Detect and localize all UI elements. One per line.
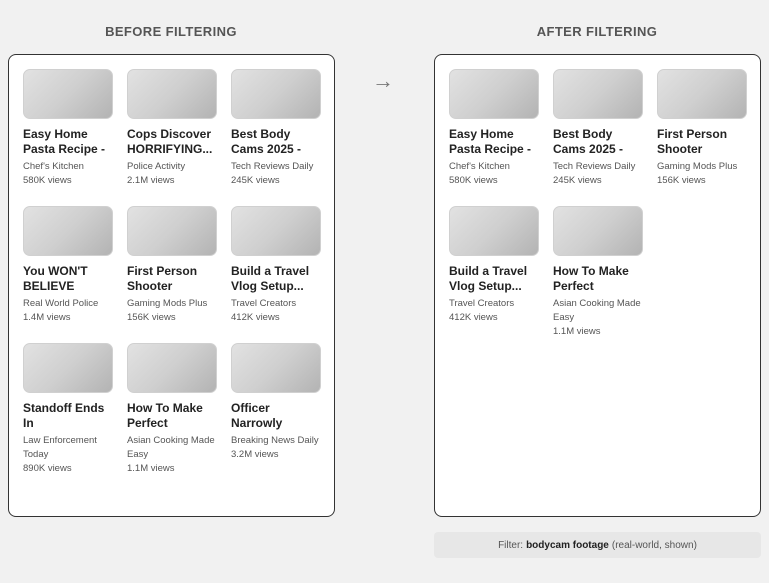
video-card[interactable] [231, 343, 321, 476]
video-title[interactable]: First Person Shooter [657, 127, 728, 156]
channel-name: Asian Cooking Made Easy [127, 435, 215, 460]
video-thumbnail[interactable] [127, 206, 217, 256]
view-count: 1.1M views [127, 463, 175, 474]
video-thumbnail[interactable] [449, 206, 539, 256]
view-count: 1.1M views [553, 326, 601, 337]
channel-name: Travel Creators [231, 298, 297, 309]
video-title[interactable]: Easy Home Pasta Recipe - [23, 127, 106, 156]
video-title[interactable]: You WON'T BELIEVE [23, 264, 88, 293]
video-thumbnail[interactable] [23, 343, 113, 393]
channel-name: Law Enforcement Today [23, 435, 97, 460]
video-title[interactable]: First Person Shooter [127, 264, 198, 293]
filter-term: bodycam footage [526, 539, 609, 551]
view-count: 412K views [449, 312, 498, 323]
video-title[interactable]: How To Make Perfect [127, 401, 203, 430]
video-thumbnail[interactable] [23, 206, 113, 256]
video-title[interactable]: Easy Home Pasta Recipe - [449, 127, 532, 156]
video-thumbnail[interactable] [231, 343, 321, 393]
view-count: 580K views [449, 175, 498, 186]
view-count: 156K views [127, 312, 176, 323]
channel-name: Gaming Mods Plus [127, 298, 208, 309]
view-count: 890K views [23, 463, 72, 474]
channel-name: Real World Police [23, 298, 99, 309]
video-thumbnail[interactable] [127, 69, 217, 119]
video-card[interactable] [449, 206, 539, 339]
view-count: 245K views [231, 175, 280, 186]
channel-name: Chef's Kitchen [23, 161, 84, 172]
after-filtering-panel [434, 54, 761, 517]
video-thumbnail[interactable] [23, 69, 113, 119]
view-count: 2.1M views [127, 175, 175, 186]
filter-prefix: Filter: [498, 539, 524, 551]
view-count: 412K views [231, 312, 280, 323]
video-card[interactable] [127, 206, 217, 325]
video-thumbnail[interactable] [553, 69, 643, 119]
view-count: 156K views [657, 175, 706, 186]
video-title[interactable]: Standoff Ends In [23, 401, 105, 430]
video-thumbnail[interactable] [231, 206, 321, 256]
channel-name: Asian Cooking Made Easy [553, 298, 641, 323]
view-count: 1.4M views [23, 312, 71, 323]
arrow-right-icon: → [372, 68, 394, 93]
video-card[interactable] [23, 69, 113, 188]
video-card[interactable] [127, 343, 217, 476]
channel-name: Chef's Kitchen [449, 161, 510, 172]
video-card[interactable] [231, 69, 321, 188]
channel-name: Travel Creators [449, 298, 515, 309]
video-card[interactable] [657, 69, 747, 188]
video-card[interactable] [231, 206, 321, 325]
video-card[interactable] [553, 69, 643, 188]
channel-name: Gaming Mods Plus [657, 161, 738, 172]
video-title[interactable]: Officer Narrowly [231, 401, 283, 430]
after-filtering-heading: AFTER FILTERING [536, 24, 658, 39]
channel-name: Tech Reviews Daily [231, 161, 314, 172]
video-title[interactable]: Best Body Cams 2025 - [553, 127, 624, 156]
view-count: 245K views [553, 175, 602, 186]
channel-name: Police Activity [127, 161, 186, 172]
before-video-grid [23, 69, 321, 476]
video-title[interactable]: Cops Discover HORRIFYING... [127, 127, 213, 156]
video-card[interactable] [23, 343, 113, 476]
before-filtering-panel [8, 54, 335, 517]
video-title[interactable]: Best Body Cams 2025 - [231, 127, 302, 156]
video-title[interactable]: Build a Travel Vlog Setup... [449, 264, 528, 293]
video-thumbnail[interactable] [127, 343, 217, 393]
video-card[interactable] [23, 206, 113, 325]
video-thumbnail[interactable] [449, 69, 539, 119]
after-video-grid [449, 69, 747, 339]
video-thumbnail[interactable] [657, 69, 747, 119]
video-title[interactable]: How To Make Perfect [553, 264, 629, 293]
video-card[interactable] [127, 69, 217, 188]
filter-status-bar [434, 532, 761, 558]
channel-name: Breaking News Daily [231, 435, 319, 446]
view-count: 580K views [23, 175, 72, 186]
video-thumbnail[interactable] [553, 206, 643, 256]
view-count: 3.2M views [231, 449, 279, 460]
filter-suffix: (real-world, shown) [611, 539, 697, 551]
video-card[interactable] [553, 206, 643, 339]
video-thumbnail[interactable] [231, 69, 321, 119]
video-title[interactable]: Build a Travel Vlog Setup... [231, 264, 310, 293]
before-filtering-heading: BEFORE FILTERING [105, 24, 237, 39]
channel-name: Tech Reviews Daily [553, 161, 636, 172]
video-card[interactable] [449, 69, 539, 188]
